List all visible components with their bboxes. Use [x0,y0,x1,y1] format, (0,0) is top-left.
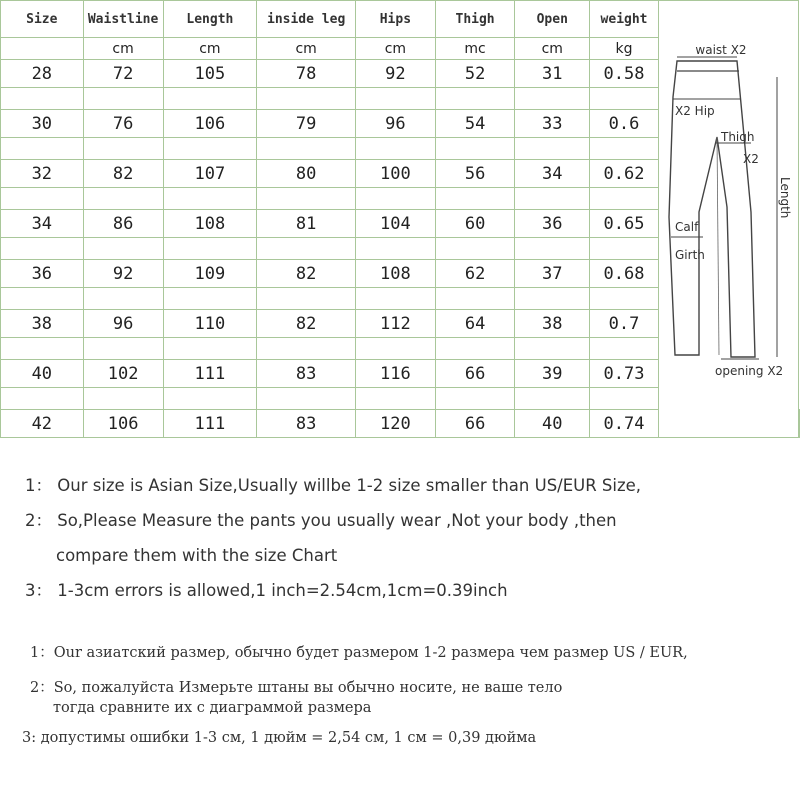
thigh-label: Thigh [721,130,755,144]
unit-cell: cm [356,38,436,60]
spacer-cell [435,188,515,210]
unit-cell: cm [515,38,590,60]
value-cell: 96 [83,310,163,338]
value-cell: 83 [257,360,356,388]
pants-diagram [659,37,800,440]
spacer-cell [257,238,356,260]
value-cell: 60 [435,210,515,238]
value-cell: 40 [515,410,590,438]
value-cell: 107 [163,160,257,188]
value-cell: 36 [515,210,590,238]
value-cell: 64 [435,310,515,338]
value-cell: 83 [257,410,356,438]
spacer-cell [515,388,590,410]
spacer-cell [356,288,436,310]
value-cell: 0.62 [590,160,659,188]
value-cell: 39 [515,360,590,388]
thigh-x2-label: X2 [743,152,759,166]
spacer-cell [435,338,515,360]
spacer-cell [435,138,515,160]
spacer-cell [590,238,659,260]
value-cell: 0.65 [590,210,659,238]
value-cell: 79 [257,110,356,138]
spacer-cell [356,238,436,260]
value-cell: 81 [257,210,356,238]
spacer-cell [83,138,163,160]
spacer-cell [515,288,590,310]
spacer-cell [83,88,163,110]
value-cell: 34 [515,160,590,188]
spacer-cell [257,138,356,160]
value-cell: 82 [257,260,356,288]
spacer-cell [257,88,356,110]
value-cell: 82 [257,310,356,338]
spacer-cell [1,288,84,310]
spacer-cell [590,388,659,410]
size-cell: 34 [1,210,84,238]
unit-cell: cm [163,38,257,60]
value-cell: 108 [163,210,257,238]
value-cell: 108 [356,260,436,288]
note-ru-2b: тогда сравните их с диаграммой размера [53,700,372,716]
calf-label: Calf [675,220,699,234]
spacer-cell [163,138,257,160]
spacer-cell [590,288,659,310]
girth-label: Girth [675,248,705,262]
spacer-cell [1,338,84,360]
spacer-cell [163,188,257,210]
value-cell: 62 [435,260,515,288]
spacer-cell [356,338,436,360]
column-header: weight [590,1,659,38]
spacer-cell [515,138,590,160]
column-header: Length [163,1,257,38]
value-cell: 106 [163,110,257,138]
value-cell: 120 [356,410,436,438]
waist-label: waist X2 [695,43,747,57]
value-cell: 0.73 [590,360,659,388]
column-header: Hips [356,1,436,38]
spacer-cell [163,388,257,410]
value-cell: 33 [515,110,590,138]
spacer-cell [1,238,84,260]
value-cell: 112 [356,310,436,338]
spacer-cell [590,138,659,160]
spacer-cell [163,88,257,110]
note-en-2: 2： So,Please Measure the pants you usually wear ,Not your body ,then [25,511,617,530]
spacer-cell [163,338,257,360]
spacer-cell [83,388,163,410]
value-cell: 92 [83,260,163,288]
hip-label: X2 Hip [675,104,715,118]
value-cell: 111 [163,410,257,438]
value-cell: 0.74 [590,410,659,438]
spacer-cell [1,138,84,160]
value-cell: 66 [435,410,515,438]
note-ru-3: 3: допустимы ошибки 1-3 см, 1 дюйм = 2,54 см, 1 см = 0,39 дюйма [22,730,537,746]
value-cell: 82 [83,160,163,188]
unit-cell [1,38,84,60]
size-cell: 28 [1,60,84,88]
unit-cell: mc [435,38,515,60]
notes-russian [22,643,688,748]
value-cell: 0.6 [590,110,659,138]
value-cell: 110 [163,310,257,338]
value-cell: 86 [83,210,163,238]
column-header: Size [1,1,84,38]
header-row [1,1,800,38]
unit-cell: cm [83,38,163,60]
value-cell: 96 [356,110,436,138]
spacer-cell [435,388,515,410]
value-cell: 54 [435,110,515,138]
column-header: Open [515,1,590,38]
value-cell: 92 [356,60,436,88]
value-cell: 52 [435,60,515,88]
spacer-cell [83,238,163,260]
value-cell: 0.58 [590,60,659,88]
spacer-cell [83,188,163,210]
spacer-cell [435,288,515,310]
spacer-cell [356,388,436,410]
spacer-cell [83,288,163,310]
spacer-cell [257,388,356,410]
value-cell: 106 [83,410,163,438]
column-header: Waistline [83,1,163,38]
value-cell: 100 [356,160,436,188]
inseam-line [717,137,719,355]
spacer-cell [356,88,436,110]
size-cell: 42 [1,410,84,438]
spacer-cell [515,88,590,110]
spacer-cell [163,238,257,260]
spacer-cell [356,138,436,160]
value-cell: 111 [163,360,257,388]
column-header: Thigh [435,1,515,38]
spacer-cell [257,338,356,360]
value-cell: 80 [257,160,356,188]
note-en-1: 1： Our size is Asian Size,Usually willbe 1-2 size smaller than US/EUR Size, [25,476,642,495]
spacer-cell [590,188,659,210]
value-cell: 102 [83,360,163,388]
value-cell: 78 [257,60,356,88]
value-cell: 105 [163,60,257,88]
value-cell: 109 [163,260,257,288]
note-en-2b: compare them with the size Chart [56,546,338,565]
spacer-cell [356,188,436,210]
size-cell: 38 [1,310,84,338]
value-cell: 31 [515,60,590,88]
notes-english [25,473,641,613]
size-cell: 36 [1,260,84,288]
column-header: inside leg [257,1,356,38]
length-label: Length [778,177,792,219]
spacer-cell [590,88,659,110]
value-cell: 0.7 [590,310,659,338]
unit-cell: kg [590,38,659,60]
size-cell: 32 [1,160,84,188]
value-cell: 56 [435,160,515,188]
spacer-cell [257,288,356,310]
note-ru-1: 1：Our азиатский размер, обычно будет размером 1-2 размера чем размер US / EUR, [30,645,688,661]
value-cell: 38 [515,310,590,338]
spacer-cell [1,188,84,210]
value-cell: 76 [83,110,163,138]
spacer-cell [435,238,515,260]
spacer-cell [1,388,84,410]
unit-cell: cm [257,38,356,60]
spacer-cell [590,338,659,360]
spacer-cell [435,88,515,110]
note-ru-2: 2：So, пожалуйста Измерьте штаны вы обычно носите, не ваше тело [30,680,563,696]
value-cell: 116 [356,360,436,388]
note-en-3: 3： 1-3cm errors is allowed,1 inch=2.54cm,1cm=0.39inch [25,581,508,600]
size-cell: 30 [1,110,84,138]
spacer-cell [515,238,590,260]
spacer-cell [83,338,163,360]
value-cell: 104 [356,210,436,238]
spacer-cell [257,188,356,210]
spacer-cell [163,288,257,310]
spacer-cell [515,338,590,360]
value-cell: 72 [83,60,163,88]
opening-label: opening X2 [715,364,784,378]
value-cell: 0.68 [590,260,659,288]
value-cell: 37 [515,260,590,288]
value-cell: 66 [435,360,515,388]
spacer-cell [1,88,84,110]
spacer-cell [515,188,590,210]
size-cell: 40 [1,360,84,388]
